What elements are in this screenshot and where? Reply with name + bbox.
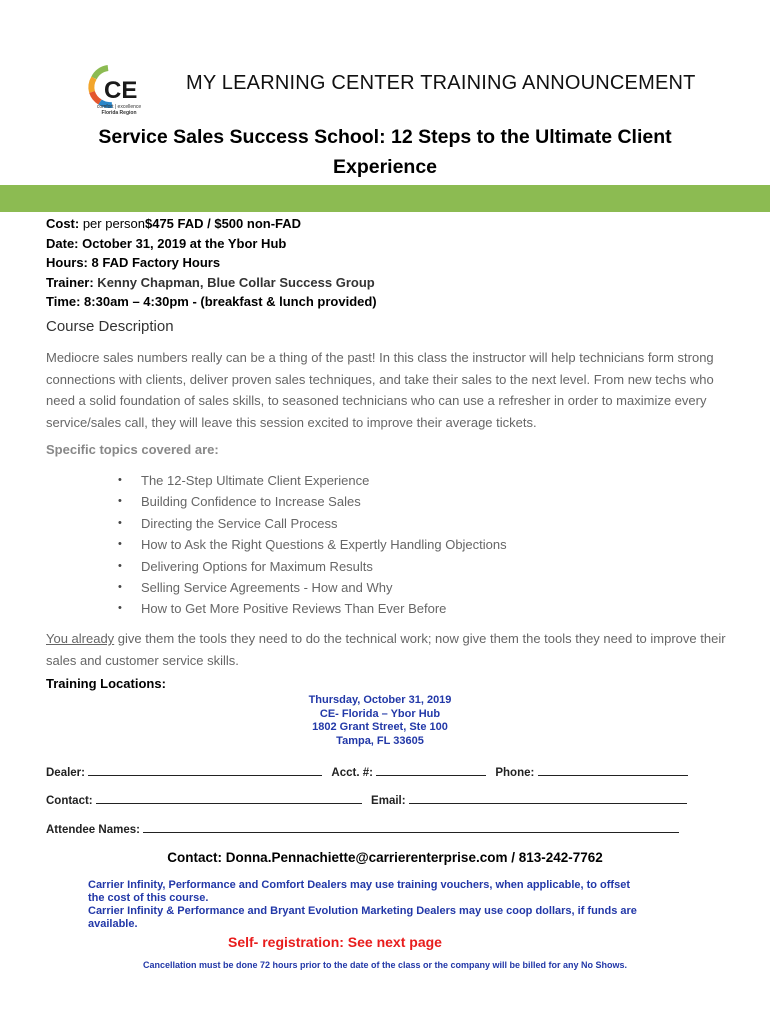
dealer-label: Dealer: [46, 767, 85, 779]
email-label: Email: [371, 795, 406, 807]
email-field[interactable] [409, 792, 687, 804]
location-street: 1802 Grant Street, Ste 100 [312, 721, 448, 733]
attendees-field[interactable] [143, 821, 679, 833]
coop-note: Carrier Infinity & Performance and Bryant Evolution Marketing Dealers may use coop dollars, if funds are available. [88, 905, 637, 930]
training-location [230, 694, 530, 748]
phone-label: Phone: [495, 767, 535, 779]
date-line: Date: October 31, 2019 at the Ybor Hub [46, 235, 287, 251]
contact-info: Contact: Donna.Pennachiette@carrierenterprise.com / 813-242-7762 [167, 850, 603, 865]
green-divider-band [0, 185, 770, 212]
list-item: • How to Ask the Right Questions & Expertly Handling Objections [118, 534, 507, 555]
topics-heading: Specific topics covered are: [46, 442, 219, 457]
cost-prefix: per person [79, 216, 145, 231]
contact-label: Contact: [46, 795, 93, 807]
trainer-label: Trainer: [46, 274, 94, 290]
tools-text: give them the tools they need to do the technical work; now give them the tools they need to improve their sales and customer service skills. [46, 631, 726, 668]
attendees-row [46, 821, 679, 836]
trainer-value: Kenny Chapman, Blue Collar Success Group [93, 274, 375, 290]
hours-line: Hours: 8 FAD Factory Hours [46, 255, 221, 270]
voucher-notes [88, 879, 648, 931]
list-item: • Directing the Service Call Process [118, 513, 507, 534]
attendees-label: Attendee Names: [46, 824, 140, 836]
list-item: • Building Confidence to Increase Sales [118, 491, 507, 512]
course-title: Service Sales Success School: 12 Steps to the Ultimate Client Experience [98, 126, 672, 178]
cost-line [46, 214, 377, 234]
ce-logo-icon [86, 62, 152, 108]
training-locations-heading: Training Locations: [46, 676, 166, 691]
topics-list [118, 470, 507, 620]
dealer-row [46, 764, 688, 779]
logo-tagline [86, 104, 152, 116]
contact-row [46, 792, 687, 807]
location-city: Tampa, FL 33605 [336, 734, 424, 747]
list-item: • How to Get More Positive Reviews Than Ever Before [118, 598, 507, 619]
course-description: Mediocre sales numbers really can be a thing of the past! In this class the instructor will help technicians form strong connections with clients, deliver proven sales techniques, and take their sales to the next level. From new techs who need a solid foundation of sales skills, to seasoned technicians who can use a refresher in order to maximize every service/sales call, they will leave this session excited to improve their average tickets. [46, 350, 714, 430]
time-line: Time: 8:30am – 4:30pm - (breakfast & lunch provided) [46, 294, 377, 309]
trainer-line [46, 273, 377, 293]
logo-tagline-1: comfort | excellence [96, 104, 142, 110]
list-item: • Selling Service Agreements - How and Why [118, 577, 507, 598]
voucher-note: Carrier Infinity, Performance and Comfort Dealers may use training vouchers, when applicable, to offset the cost of this course. [88, 879, 630, 904]
self-registration-note: Self- registration: See next page [228, 934, 442, 950]
dealer-field[interactable] [88, 764, 322, 776]
cost-label: Cost: [46, 216, 80, 231]
logo-text: CE [104, 77, 138, 104]
list-item: • Delivering Options for Maximum Results [118, 556, 507, 577]
acct-label: Acct. #: [331, 767, 373, 779]
course-info [46, 214, 377, 312]
cost-value: $475 FAD / $500 non-FAD [144, 216, 302, 231]
tools-paragraph [46, 628, 736, 671]
cancellation-policy: Cancellation must be done 72 hours prior to the date of the class or the company will be billed for any No Shows. [142, 960, 628, 970]
course-description-heading: Course Description [46, 318, 174, 335]
phone-field[interactable] [538, 764, 688, 776]
contact-field[interactable] [96, 792, 362, 804]
location-date: Thursday, October 31, 2019 [308, 694, 452, 706]
announcement-heading: MY LEARNING CENTER TRAINING ANNOUNCEMENT [186, 72, 696, 94]
logo-tagline-2: Florida Region [101, 110, 137, 116]
location-name: CE- Florida – Ybor Hub [319, 707, 441, 720]
list-item: • The 12-Step Ultimate Client Experience [118, 470, 507, 491]
underlined-phrase: You already [46, 631, 115, 646]
acct-field[interactable] [376, 764, 486, 776]
